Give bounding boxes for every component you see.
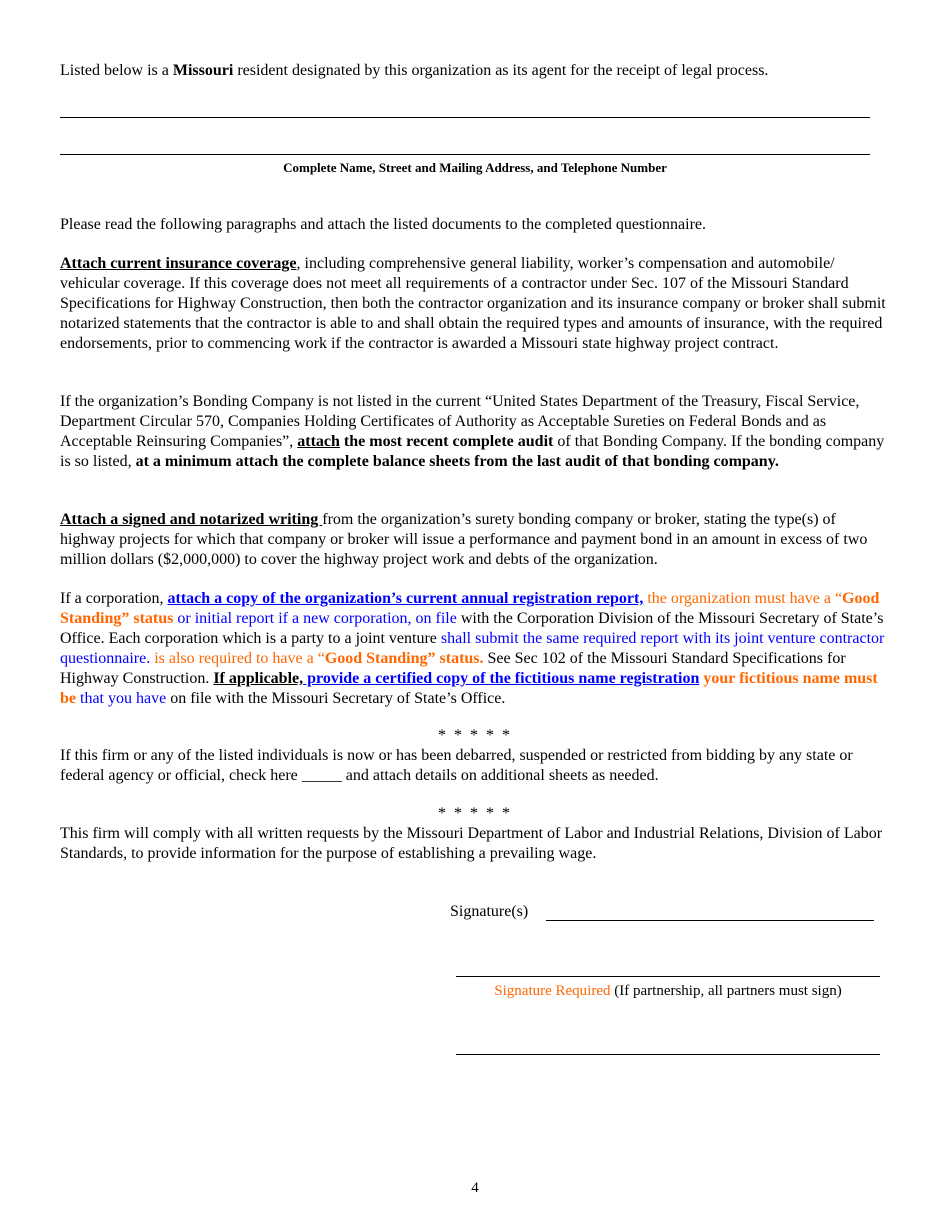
signature-line-1[interactable]: [546, 920, 874, 921]
registration-report-link[interactable]: attach a copy of the organization’s current annual registration report,: [167, 590, 644, 607]
surety-paragraph: Attach a signed and notarized writing from the organization’s surety bonding company or broker, stating the type(s) of highway projects for which that company or broker will issue a performance and payment bond in an amount in excess of two million dollars ($2,000,000) to cover the highway project work and debts of the organization.: [60, 511, 868, 568]
page-number: 4: [471, 1180, 479, 1196]
insurance-paragraph: Attach current insurance coverage, including comprehensive general liability, worker’s compensation and automobile/ vehicular coverage. If this coverage does not meet all requirements of a contractor under Sec. 107 of the Missouri Standard Specifications for Highway Construction, then both the contractor organization and its insurance company or broker shall submit notarized statements that the contractor is able to and shall obtain the required types and amounts of insurance, with the required endorsements, prior to commencing work if the contractor is awarded a Missouri state highway project contract.: [60, 255, 886, 352]
signature-row: [450, 903, 890, 921]
intro-paragraph: Please read the following paragraphs and attach the listed documents to the completed questionnaire.: [60, 216, 707, 233]
agent-name-line[interactable]: [60, 117, 870, 118]
bonding-paragraph: If the organization’s Bonding Company is not listed in the current “United States Department of the Treasury, Fiscal Service, Department Circular 570, Companies Holding Certificates of Authority as Acceptable Sureties on Federal Bonds and as Acceptable Reinsuring Companies”, attach the most recent complete audit of that Bonding Company. If the bonding company is so listed, at a minimum attach the complete balance sheets from the last audit of that bonding company.: [60, 393, 885, 470]
corporation-paragraph: If a corporation, attach a copy of the organization’s current annual registration report, the organization must have a “Good Standing” status or initial report if a new corporation, on file with the Corporation Division of the Missouri Secretary of State’s Office. Each corporation which is a party to a joint venture shall submit the same required report with its joint venture contractor questionnaire. is also required to have a “Good Standing” status. See Sec 102 of the Missouri Standard Specifications for Highway Construction. If applicable, provide a certified copy of the fictitious name registration your fictitious name must be that you have on file with the Missouri Secretary of State’s Office.: [60, 590, 885, 707]
debarment-paragraph: If this firm or any of the listed individuals is now or has been debarred, suspended or restricted from bidding by any state or federal agency or official, check here _____ and attach details on additional sheets as needed.: [60, 747, 853, 784]
signature-line-3[interactable]: [456, 1054, 880, 1055]
agent-address-line[interactable]: [60, 154, 870, 155]
agent-statement: Listed below is a Missouri resident designated by this organization as its agent for the receipt of legal process.: [60, 62, 769, 79]
section-separator-2: * * * * *: [438, 805, 512, 822]
agent-caption: Complete Name, Street and Mailing Address, and Telephone Number: [283, 160, 667, 175]
signature-label: Signature(s): [450, 903, 529, 920]
labor-paragraph: This firm will comply with all written requests by the Missouri Department of Labor and Industrial Relations, Division of Labor Standards, to provide information for the purpose of establishing a prevailing wage.: [60, 825, 883, 862]
signature-line-2[interactable]: [456, 976, 880, 977]
signature-caption: Signature Required (If partnership, all partners must sign): [494, 983, 842, 999]
fictitious-name-link[interactable]: provide a certified copy of the fictitious name registration: [303, 670, 700, 687]
section-separator: * * * * *: [438, 727, 512, 744]
